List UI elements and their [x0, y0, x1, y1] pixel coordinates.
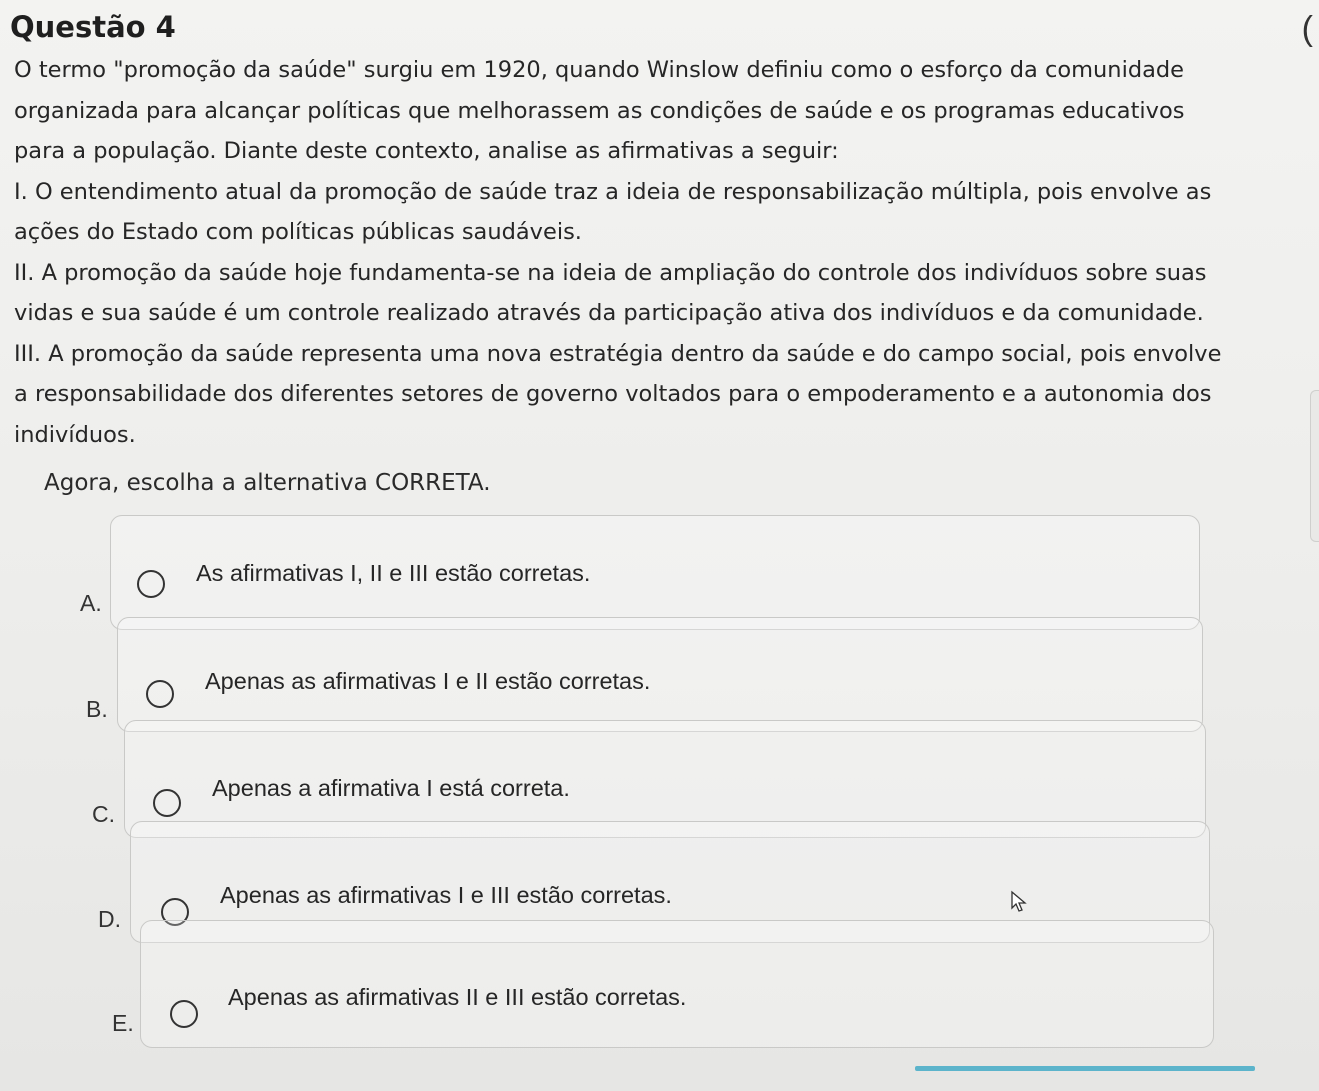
option-a-text: As afirmativas I, II e III estão corretas. [196, 560, 591, 586]
option-c-text: Apenas a afirmativa I está correta. [212, 775, 570, 801]
intro-line: para a população. Diante deste contexto, analise as afirmativas a seguir: [14, 138, 839, 164]
statement-ii-line: II. A promoção da saúde hoje fundamenta-se na ideia de ampliação do controle dos indivíduos sobre suas [14, 259, 1207, 286]
option-e-text: Apenas as afirmativas II e III estão corretas. [228, 984, 687, 1010]
option-d-text: Apenas as afirmativas I e III estão corretas. [220, 882, 672, 908]
side-scroll-tab[interactable] [1310, 390, 1319, 542]
option-d [0, 818, 1319, 932]
option-e-radio[interactable] [170, 1000, 198, 1028]
option-letter: B. [86, 696, 108, 722]
progress-accent-bar [915, 1066, 1255, 1071]
option-b-text: Apenas as afirmativas I e II estão corretas. [205, 668, 651, 694]
option-letter: D. [98, 906, 121, 932]
intro-line: organizada para alcançar políticas que melhorassem as condições de saúde e os programas educativos [14, 97, 1185, 124]
question-statement [14, 50, 1254, 455]
option-c [0, 715, 1319, 827]
option-a [0, 510, 1319, 616]
option-a-radio[interactable] [137, 570, 165, 598]
intro-line: O termo "promoção da saúde" surgiu em 1920, quando Winslow definiu como o esforço da comunidade [14, 57, 1185, 83]
option-letter: A. [80, 590, 102, 616]
option-b [0, 612, 1319, 722]
question-title: Questão 4 [10, 10, 176, 44]
statement-i-line: I. O entendimento atual da promoção de saúde traz a ideia de responsabilização múltipla, pois envolve as [14, 178, 1212, 205]
option-letter: C. [92, 801, 115, 827]
option-letter: E. [112, 1010, 134, 1036]
statement-ii-line: vidas e sua saúde é um controle realizado através da participação ativa dos indivíduos e da comunidade. [14, 300, 1204, 326]
corner-mark: ( [1301, 10, 1313, 48]
answer-prompt: Agora, escolha a alternativa CORRETA. [44, 470, 491, 496]
option-c-radio[interactable] [153, 789, 181, 817]
option-e [0, 920, 1319, 1036]
statement-iii-line: a responsabilidade dos diferentes setores de governo voltados para o empoderamento e a autonomia dos [14, 381, 1212, 407]
statement-i-line: ações do Estado com políticas públicas saudáveis. [14, 219, 582, 245]
statement-iii-line: III. A promoção da saúde representa uma nova estratégia dentro da saúde e do campo social, pois envolve [14, 340, 1222, 367]
option-b-radio[interactable] [146, 680, 174, 708]
statement-iii-line: indivíduos. [14, 421, 136, 448]
mouse-cursor-icon [1010, 890, 1032, 914]
